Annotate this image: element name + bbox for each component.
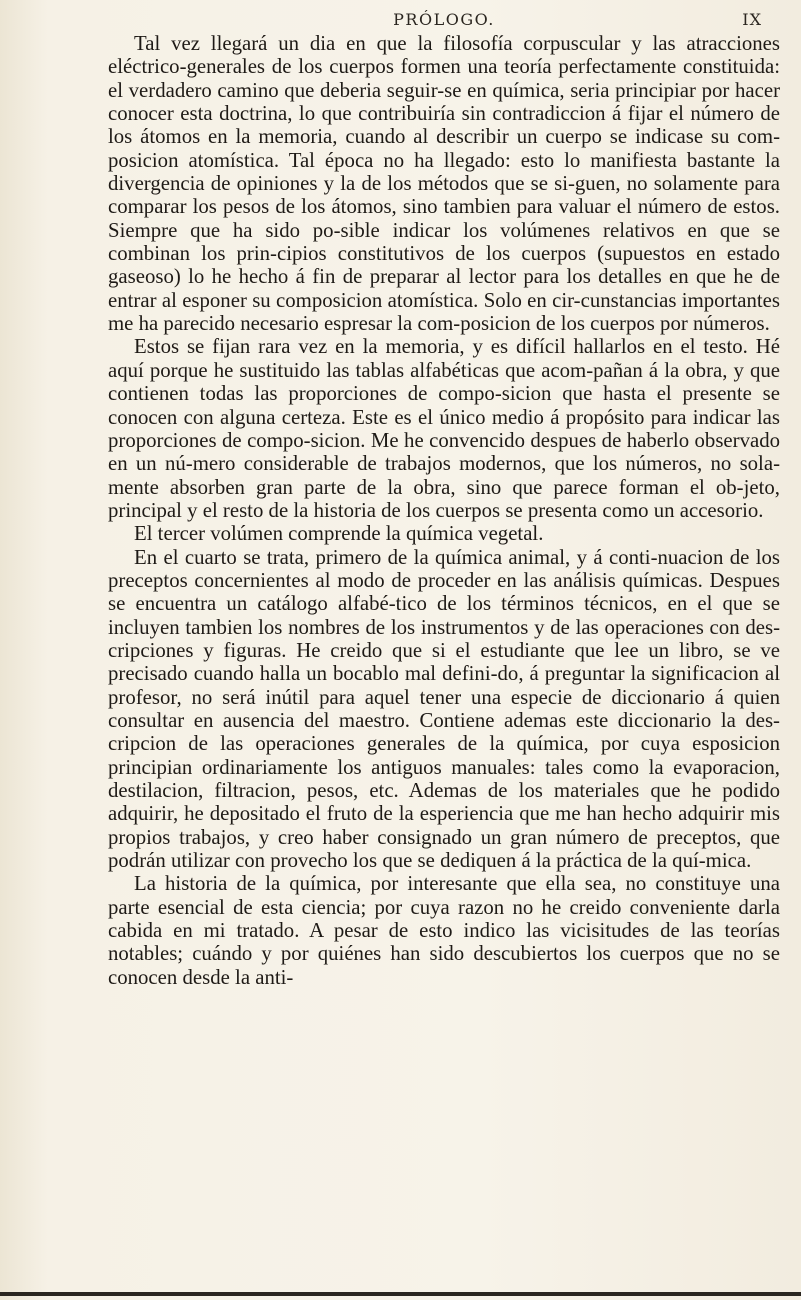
body-text (108, 32, 780, 989)
page-number: IX (742, 10, 762, 29)
paragraph: La historia de la química, por interesante que ella sea, no constituye una parte esencial de esta ciencia; por cuya razon no he creido conveniente darla cabida en mi tratado. A pesar de esto indico las vicisitudes de las teorías notables; cuándo y por quiénes han sido descubiertos los cuerpos que no se conocen desde la anti- (108, 872, 780, 989)
paragraph: En el cuarto se trata, primero de la química animal, y á conti-nuacion de los preceptos concernientes al modo de proceder en las análisis químicas. Despues se encuentra un catálogo alfabé-tico de los términos técnicos, en el que se incluyen tambien los nombres de los instrumentos y de las operaciones con des-cripciones y figuras. He creido que si el estudiante que lee un libro, se ve precisado cuando halla un bocablo mal defini-do, á preguntar la significacion al profesor, no será inútil para aquel tener una especie de diccionario á quien consultar en ausencia del maestro. Contiene ademas este diccionario la des-cripcion de las operaciones generales de la química, por cuya esposicion principian ordinariamente los antiguos manuales: tales como la evaporacion, destilacion, filtracion, pesos, etc. Ademas de los materiales que he podido adquirir, he depositado el fruto de la esperiencia que me han hecho adquirir mis propios trabajos, y creo haber consignado un gran número de preceptos, que podrán utilizar con provecho los que se dediquen á la práctica de la quí-mica. (108, 545, 780, 873)
paragraph: Tal vez llegará un dia en que la filosofía corpuscular y las atracciones eléctrico-generales de los cuerpos formen una teoría perfectamente constituida: el verdadero camino que deberia seguir-se en química, seria principiar por hacer conocer esta doctrina, lo que contribuiría sin contradiccion á fijar el número de los átomos en la memoria, cuando al describir un cuerpo se indicase su com-posicion atomística. Tal época no ha llegado: esto lo manifiesta bastante la divergencia de opiniones y la de los métodos que se si-guen, no solamente para comparar los pesos de los átomos, sino tambien para valuar el número de estos. Siempre que ha sido po-sible indicar los volúmenes relativos en que se combinan los prin-cipios constitutivos de los cuerpos (supuestos en estado gaseoso) lo he hecho á fin de preparar al lector para los detalles en que he de entrar al esponer su composicion atomística. Solo en cir-cunstancias importantes me ha parecido necesario espresar la com-posicion de los cuerpos por números. (108, 32, 780, 336)
paragraph: El tercer volúmen comprende la química vegetal. (134, 522, 544, 546)
running-title: PRÓLOGO. (393, 10, 495, 29)
paragraph: Estos se fijan rara vez en la memoria, y es difícil hallarlos en el testo. Hé aquí porque he sustituido las tablas alfabéticas que acom-pañan á la obra, y que contienen todas las proporciones de compo-sicion que hasta el presente se conocen con alguna certeza. Este es el único medio á propósito para indicar las proporciones de compo-sicion. Me he convencido despues de haberlo observado en un nú-mero considerable de trabajos modernos, que los números, no sola-mente absorben gran parte de la obra, sino que parece forman el ob-jeto, principal y el resto de la historia de los cuerpos se presenta como un accesorio. (108, 335, 780, 522)
bottom-edge-divider (0, 1292, 801, 1296)
